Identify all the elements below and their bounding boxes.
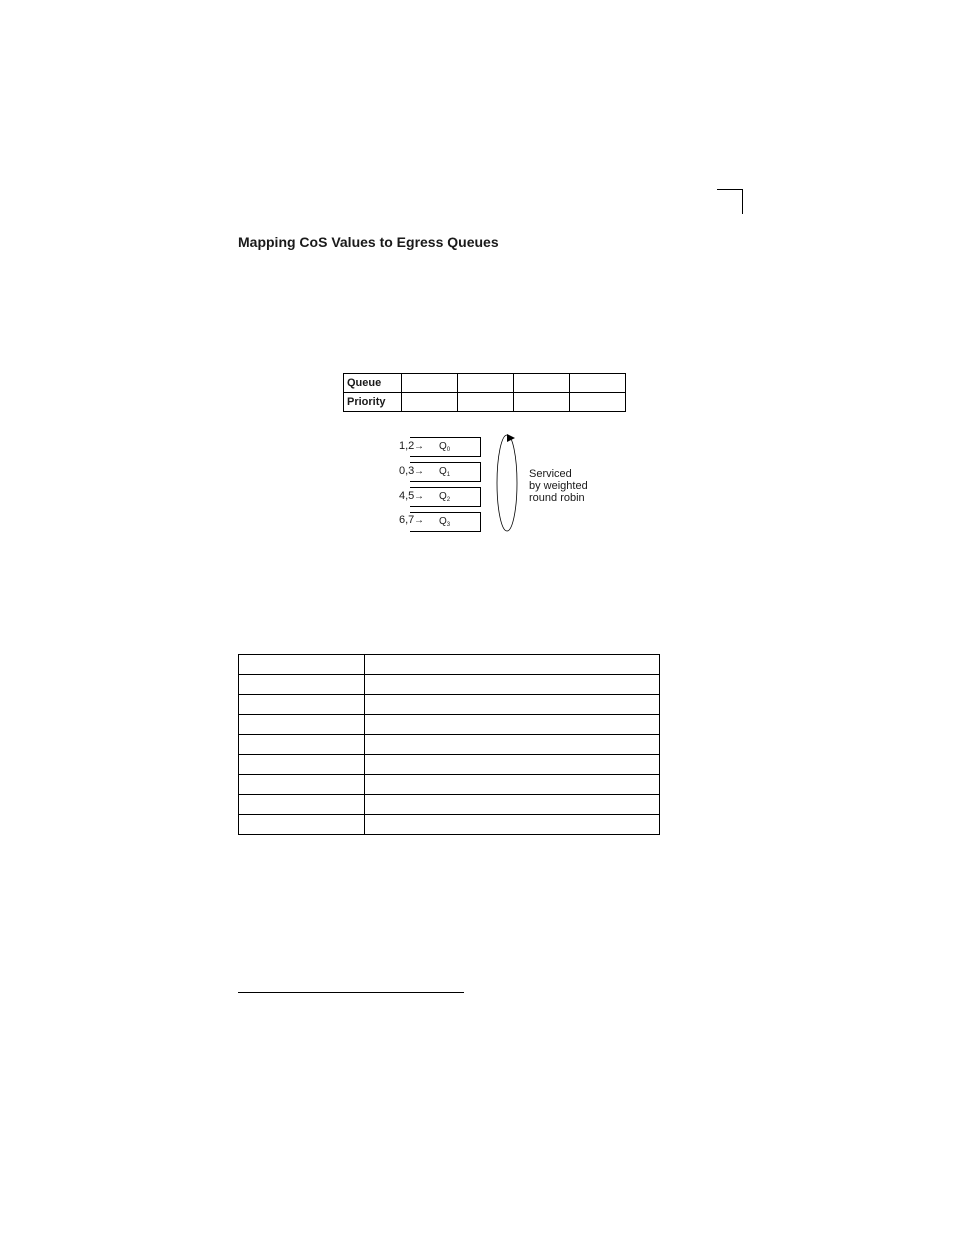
round-robin-loop-icon [490, 428, 530, 538]
queue-box [410, 437, 481, 457]
table-cell [514, 393, 570, 412]
table-row [239, 735, 660, 755]
queue-name: $Q_2$ [439, 491, 451, 503]
table-cell [402, 393, 458, 412]
queue-name: $Q_3$ [439, 516, 451, 528]
queue-name: $Q_1$ [439, 466, 451, 478]
arrow-right-icon: → [414, 466, 424, 477]
table-cell [239, 775, 365, 795]
crop-mark-horizontal [717, 189, 743, 190]
table-cell [239, 695, 365, 715]
table-row [239, 755, 660, 775]
table-cell [365, 675, 660, 695]
row-label-queue: Queue [344, 374, 402, 393]
arrow-right-icon: → [414, 491, 424, 502]
arrow-right-icon: → [414, 515, 424, 526]
queue-box [410, 487, 481, 507]
cos-label: 1,2 [399, 440, 415, 452]
cos-label: 6,7 [399, 514, 415, 526]
table-row [239, 795, 660, 815]
queue-priority-table [343, 373, 626, 412]
table-cell [239, 755, 365, 775]
table-cell [570, 393, 626, 412]
table-cell [458, 393, 514, 412]
cos-label: 0,3 [399, 465, 415, 477]
queue-diagram [380, 428, 620, 538]
table-cell [365, 655, 660, 675]
queue-box [410, 462, 481, 482]
table-cell [239, 815, 365, 835]
table-cell [402, 374, 458, 393]
table-cell [239, 735, 365, 755]
table-cell [239, 655, 365, 675]
table-row [239, 655, 660, 675]
cos-mapping-table [238, 654, 660, 835]
table-row [239, 715, 660, 735]
table-cell [365, 795, 660, 815]
table-cell [458, 374, 514, 393]
table-cell [239, 795, 365, 815]
table-row [344, 393, 626, 412]
section-heading: Mapping CoS Values to Egress Queues [238, 234, 499, 250]
cos-label: 4,5 [399, 490, 415, 502]
table-cell [365, 815, 660, 835]
table-cell [365, 735, 660, 755]
row-label-priority: Priority [344, 393, 402, 412]
queue-box [410, 512, 481, 532]
table-row [239, 675, 660, 695]
table-cell [514, 374, 570, 393]
table-cell [239, 675, 365, 695]
table-cell [365, 775, 660, 795]
table-cell [365, 715, 660, 735]
table-row [239, 695, 660, 715]
footnote-divider [238, 992, 464, 993]
table-row [239, 775, 660, 795]
arrow-right-icon: → [414, 441, 424, 452]
table-cell [365, 755, 660, 775]
crop-mark-vertical [742, 189, 743, 214]
table-cell [365, 695, 660, 715]
service-text: Serviced by weighted round robin [529, 468, 588, 504]
queue-name: $Q_0$ [439, 441, 451, 453]
table-row [239, 815, 660, 835]
table-cell [570, 374, 626, 393]
table-cell [239, 715, 365, 735]
table-row [344, 374, 626, 393]
